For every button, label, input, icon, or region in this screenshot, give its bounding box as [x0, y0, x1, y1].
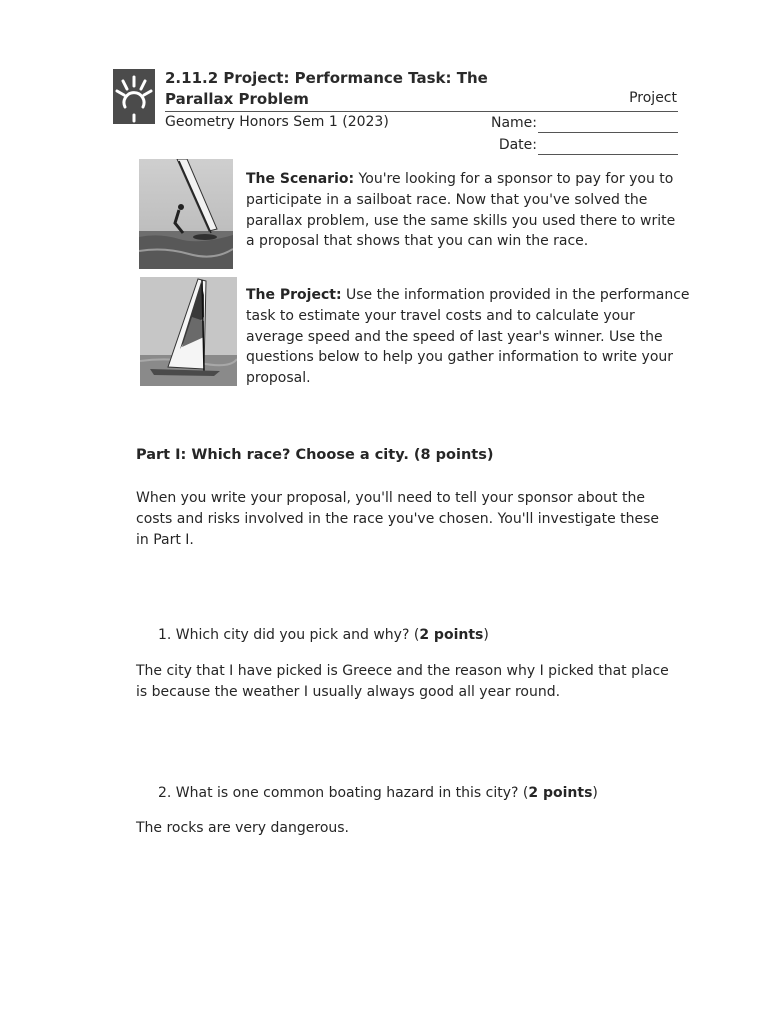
answer-2[interactable]: The rocks are very dangerous. [136, 820, 350, 836]
name-field[interactable] [538, 132, 678, 133]
question-1-close: ) [483, 627, 489, 643]
scenario-paragraph [246, 169, 686, 252]
logo-icon [113, 69, 155, 124]
project-paragraph [246, 285, 696, 389]
project-lead: The Project: [246, 287, 342, 303]
question-1 [158, 627, 489, 643]
project-text: Use the information provided in the performance task to estimate your travel costs and to calculate your average speed and the speed of last year's winner. Use the questions below to help you gather information to write your proposal. [246, 287, 690, 387]
page-title: 2.11.2 Project: Performance Task: The Parallax Problem [165, 69, 488, 108]
date-field[interactable] [538, 154, 678, 155]
question-2-close: ) [592, 785, 598, 801]
scenario-text: You're looking for a sponsor to pay for you to participate in a sailboat race. Now that you've solved the parallax problem, use the same skills you used there to write a proposal that shows that you can win the race. [246, 171, 676, 250]
question-2-points: 2 points [528, 785, 593, 801]
date-label: Date: [498, 137, 537, 153]
name-label: Name: [490, 115, 537, 131]
question-1-points: 2 points [419, 627, 484, 643]
question-1-text: 1. Which city did you pick and why? ( [158, 627, 420, 643]
part1-intro: When you write your proposal, you'll need to tell your sponsor about the costs and risks involved in the race you've chosen. You'll investigate these in Part I. [136, 490, 660, 548]
header-divider [165, 111, 678, 112]
course-name: Geometry Honors Sem 1 (2023) [165, 114, 389, 130]
part1-heading: Part I: Which race? Choose a city. (8 points) [136, 447, 494, 463]
scenario-lead: The Scenario: [246, 171, 355, 187]
document-type-label: Project [629, 90, 677, 106]
sailboat-photo [140, 277, 237, 386]
windsurfer-photo [139, 159, 233, 269]
answer-1[interactable]: The city that I have picked is Greece and the reason why I picked that place is because the weather I usually always good all year round. [136, 663, 669, 700]
question-2-text: 2. What is one common boating hazard in this city? ( [158, 785, 529, 801]
question-2 [158, 785, 598, 801]
